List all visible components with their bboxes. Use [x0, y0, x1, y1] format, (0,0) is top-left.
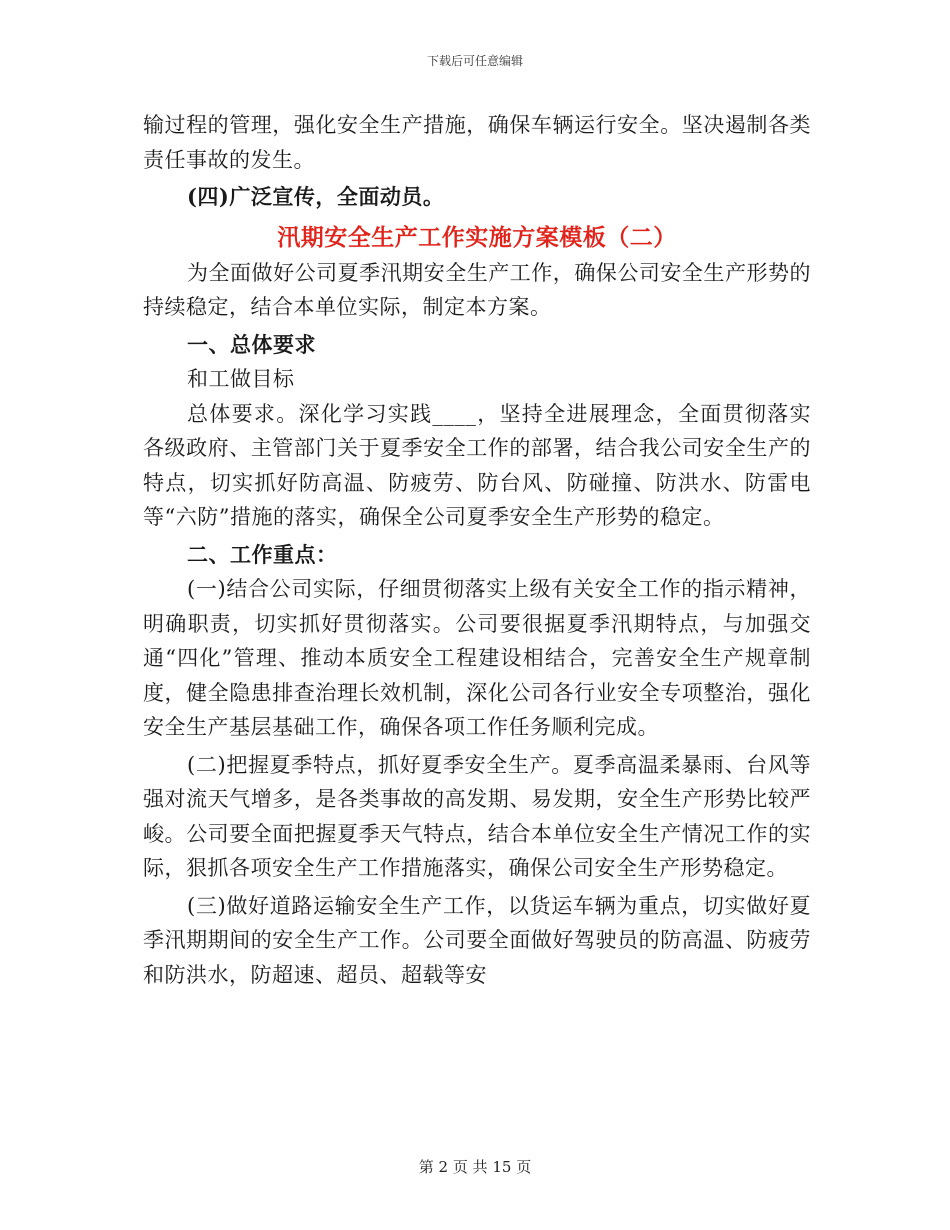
- paragraph-point-2: (二)把握夏季特点，抓好夏季安全生产。夏季高温柔暴雨、台风等强对流天气增多，是各类事故的高发期、易发期，安全生产形势比较严峻。公司要全面把握夏季天气特点，结合本单位安全生产情况工作的实际，狠抓各项安全生产工作措施落实，确保公司安全生产形势稳定。: [143, 752, 811, 880]
- section-heading-1: 一、总体要求: [187, 331, 316, 357]
- section-heading-2: 二、工作重点：: [187, 541, 338, 567]
- paragraph-point-3: (三)做好道路运输安全生产工作，以货运车辆为重点，切实做好夏季汛期期间的安全生产工作。公司要全面做好驾驶员的防高温、防疲劳和防洪水，防超速、超员、超载等安: [143, 893, 811, 987]
- page-number: 第 2 页 共 15 页: [418, 1158, 532, 1176]
- page-header-note: 下载后可任意编辑: [426, 54, 523, 68]
- intro-paragraph: 为全面做好公司夏季汛期安全生产工作，确保公司安全生产形势的持续稳定，结合本单位实际，制定本方案。: [143, 260, 811, 319]
- paragraph-continuation: 输过程的管理，强化安全生产措施，确保车辆运行安全。坚决遏制各类责任事故的发生。: [143, 113, 811, 172]
- section-heading-4: (四)广泛宣传，全面动员。: [187, 184, 445, 209]
- paragraph-targets: 和工做目标: [187, 367, 295, 391]
- document-body: [143, 108, 811, 992]
- paragraph-overall-requirements: 总体要求。深化学习实践____，坚持全进展理念，全面贯彻落实各级政府、主管部门关于夏季安全工作的部署，结合我公司安全生产的特点，切实抓好防高温、防疲劳、防台风、防碰撞、防洪水、防雷电等“六防”措施的落实，确保全公司夏季安全生产形势的稳定。: [143, 401, 811, 529]
- document-title: 汛期安全生产工作实施方案模板（二）: [277, 223, 677, 251]
- paragraph-point-1: (一)结合公司实际，仔细贯彻落实上级有关安全工作的指示精神，明确职责，切实抓好贯彻落实。公司要很据夏季汛期特点，与加强交通“四化”管理、推动本质安全工程建设相结合，完善安全生产规章制度，健全隐患排查治理长效机制，深化公司各行业安全专项整治，强化安全生产基层基础工作，确保各项工作任务顺利完成。: [143, 577, 811, 739]
